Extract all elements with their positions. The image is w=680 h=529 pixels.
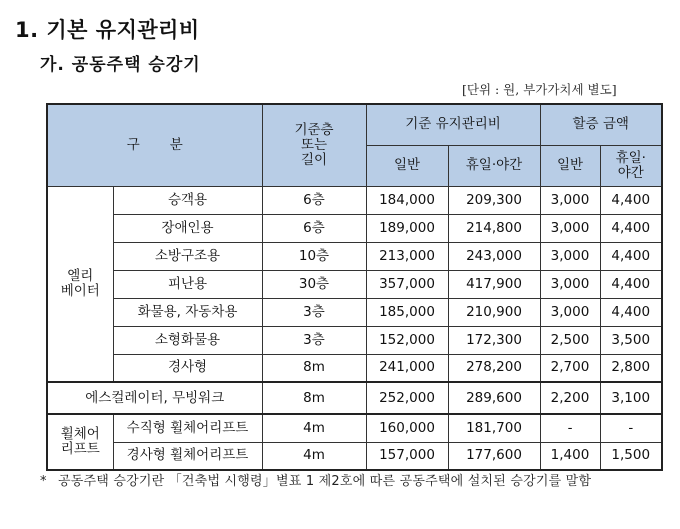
fee-table bbox=[46, 103, 663, 471]
table-row bbox=[47, 186, 662, 214]
table-row bbox=[47, 298, 662, 326]
row-surcharge-holiday: 1,500 bbox=[600, 442, 662, 470]
row-surcharge-general: 3,000 bbox=[540, 214, 600, 242]
row-general: 189,000 bbox=[366, 214, 448, 242]
row-height: 10층 bbox=[262, 242, 366, 270]
row-surcharge-holiday: 3,100 bbox=[600, 382, 662, 414]
row-name: 소형화물용 bbox=[113, 326, 262, 354]
row-surcharge-holiday: 3,500 bbox=[600, 326, 662, 354]
row-height: 4m bbox=[262, 442, 366, 470]
footnote-text: 공동주택 승강기란 「건축법 시행령」별표 1 제2호에 따른 공동주택에 설치된 승강기를 말함 bbox=[58, 474, 592, 489]
table-row bbox=[47, 326, 662, 354]
row-surcharge-general: 1,400 bbox=[540, 442, 600, 470]
row-general: 252,000 bbox=[366, 382, 448, 414]
row-surcharge-general: - bbox=[540, 414, 600, 442]
table-row bbox=[47, 354, 662, 382]
row-general: 184,000 bbox=[366, 186, 448, 214]
header-height-line1: 기준층 bbox=[294, 121, 334, 138]
row-holiday: 243,000 bbox=[448, 242, 540, 270]
table-row bbox=[47, 242, 662, 270]
table-row bbox=[47, 414, 662, 442]
group-wheelchair-line2: 리프트 bbox=[60, 441, 100, 457]
row-general: 213,000 bbox=[366, 242, 448, 270]
table-row bbox=[47, 214, 662, 242]
row-height: 30층 bbox=[262, 270, 366, 298]
row-surcharge-general: 3,000 bbox=[540, 186, 600, 214]
header-holiday: 휴일·야간 bbox=[448, 145, 540, 186]
header-height-line3: 길이 bbox=[300, 151, 328, 168]
row-name: 승객용 bbox=[113, 186, 262, 214]
row-surcharge-general: 2,200 bbox=[540, 382, 600, 414]
row-holiday: 278,200 bbox=[448, 354, 540, 382]
table-row bbox=[47, 442, 662, 470]
row-height: 8m bbox=[262, 354, 366, 382]
header-height bbox=[262, 104, 366, 186]
row-holiday: 181,700 bbox=[448, 414, 540, 442]
header-surcharge-holiday bbox=[600, 145, 662, 186]
row-general: 357,000 bbox=[366, 270, 448, 298]
header-height-line2: 또는 bbox=[300, 136, 328, 153]
table-row bbox=[47, 382, 662, 414]
header-surcharge: 할증 금액 bbox=[540, 104, 662, 145]
group-elevator-line1: 엘리 bbox=[67, 267, 94, 284]
header-surcharge-holiday-line2: 야간 bbox=[617, 164, 644, 181]
group-elevator bbox=[47, 186, 113, 382]
row-name: 화물용, 자동차용 bbox=[113, 298, 262, 326]
row-surcharge-holiday: 4,400 bbox=[600, 270, 662, 298]
row-holiday: 210,900 bbox=[448, 298, 540, 326]
table-row bbox=[47, 270, 662, 298]
row-height: 3층 bbox=[262, 326, 366, 354]
row-holiday: 209,300 bbox=[448, 186, 540, 214]
section-heading: 1. 기본 유지관리비 bbox=[15, 18, 200, 42]
header-surcharge-holiday-line1: 휴일· bbox=[615, 149, 646, 166]
row-surcharge-holiday: 4,400 bbox=[600, 186, 662, 214]
row-height: 8m bbox=[262, 382, 366, 414]
group-elevator-line2: 베이터 bbox=[60, 282, 100, 299]
row-height: 3층 bbox=[262, 298, 366, 326]
row-surcharge-holiday: 4,400 bbox=[600, 214, 662, 242]
row-holiday: 177,600 bbox=[448, 442, 540, 470]
row-name: 피난용 bbox=[113, 270, 262, 298]
row-name: 에스컬레이터, 무빙워크 bbox=[47, 382, 262, 414]
footnote-marker: * bbox=[40, 474, 47, 489]
row-general: 160,000 bbox=[366, 414, 448, 442]
row-holiday: 417,900 bbox=[448, 270, 540, 298]
unit-note: [단위 : 원, 부가가치세 별도] bbox=[462, 82, 617, 97]
header-surcharge-general: 일반 bbox=[540, 145, 600, 186]
header-general: 일반 bbox=[366, 145, 448, 186]
row-surcharge-general: 3,000 bbox=[540, 298, 600, 326]
footnote bbox=[40, 472, 662, 492]
row-general: 241,000 bbox=[366, 354, 448, 382]
row-surcharge-holiday: 4,400 bbox=[600, 242, 662, 270]
row-surcharge-general: 3,000 bbox=[540, 270, 600, 298]
row-height: 6층 bbox=[262, 214, 366, 242]
row-general: 152,000 bbox=[366, 326, 448, 354]
subsection-heading: 가. 공동주택 승강기 bbox=[40, 55, 201, 75]
group-wheelchair bbox=[47, 414, 113, 470]
row-holiday: 289,600 bbox=[448, 382, 540, 414]
row-surcharge-general: 2,700 bbox=[540, 354, 600, 382]
row-name: 수직형 휠체어리프트 bbox=[113, 414, 262, 442]
row-holiday: 214,800 bbox=[448, 214, 540, 242]
row-surcharge-general: 2,500 bbox=[540, 326, 600, 354]
row-surcharge-general: 3,000 bbox=[540, 242, 600, 270]
header-base-fee: 기준 유지관리비 bbox=[366, 104, 540, 145]
row-general: 185,000 bbox=[366, 298, 448, 326]
row-surcharge-holiday: 4,400 bbox=[600, 298, 662, 326]
row-height: 4m bbox=[262, 414, 366, 442]
row-height: 6층 bbox=[262, 186, 366, 214]
row-holiday: 172,300 bbox=[448, 326, 540, 354]
row-name: 경사형 bbox=[113, 354, 262, 382]
row-name: 장애인용 bbox=[113, 214, 262, 242]
row-surcharge-holiday: - bbox=[600, 414, 662, 442]
row-name: 소방구조용 bbox=[113, 242, 262, 270]
row-surcharge-holiday: 2,800 bbox=[600, 354, 662, 382]
group-wheelchair-line1: 휠체어 bbox=[60, 426, 100, 442]
row-name: 경사형 휠체어리프트 bbox=[113, 442, 262, 470]
row-general: 157,000 bbox=[366, 442, 448, 470]
header-category: 구 분 bbox=[47, 104, 262, 186]
